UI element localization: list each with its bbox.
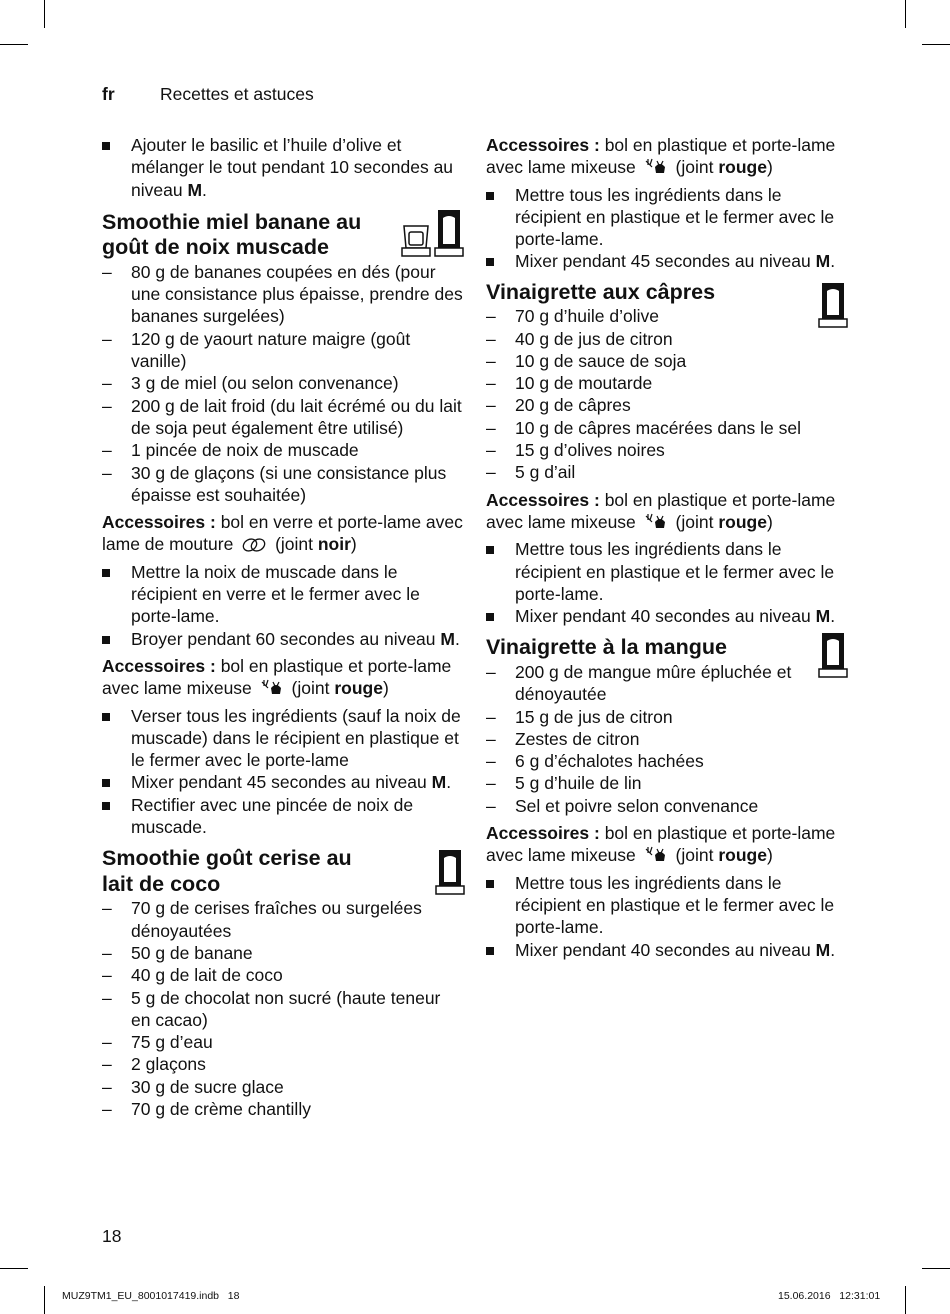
recipe-vinaigrette-mangue (486, 635, 842, 960)
list-item: – Zestes de citron (486, 728, 640, 749)
step-list (102, 705, 464, 839)
left-column (102, 134, 464, 1120)
mixing-blade-icon (644, 845, 668, 863)
recipe-title: Smoothie miel banane au goût de noix muscade (102, 209, 362, 260)
page-number: 18 (102, 1226, 122, 1246)
list-item: – 15 g d’olives noires (486, 440, 665, 461)
right-column (486, 134, 842, 961)
accessories-note: Accessoires : bol en verre et porte-lame avec lame de mouture (joint noir) (102, 512, 463, 555)
list-item: – 40 g de lait de coco (102, 965, 283, 986)
step-item: Ajouter le basilic et l’huile d’olive et mélanger le tout pendant 10 secondes au niveau M. (102, 134, 464, 201)
recipe-vinaigrette-capres (486, 280, 842, 628)
accessories-note: Accessoires : bol en plastique et porte-lame avec lame mixeuse (joint rouge) (102, 655, 452, 699)
list-item: – 75 g d’eau (102, 1032, 213, 1053)
step-item: Mixer pendant 45 secondes au niveau M. (486, 250, 842, 272)
list-item: – 2 glaçons (102, 1054, 206, 1075)
list-item: – 30 g de sucre glace (102, 1076, 284, 1097)
crop-mark (44, 1286, 45, 1314)
step-item: Mettre tous les ingrédients dans le récipient en plastique et le fermer avec le porte-lame. (486, 184, 842, 251)
list-item: – 80 g de bananes coupées en dés (pour une consistance plus épaisse, prendre des bananes surgelées) (102, 261, 463, 327)
recipe-title: Vinaigrette aux câpres (486, 279, 716, 304)
print-file-info: MUZ9TM1_EU_8001017419.indb 18 (62, 1290, 240, 1302)
step-item: Mixer pendant 45 secondes au niveau M. (102, 771, 464, 793)
step-item: Broyer pendant 60 secondes au niveau M. (102, 628, 464, 650)
list-item: – 30 g de glaçons (si une consistance plus épaisse est souhaitée) (102, 462, 447, 505)
crop-mark (0, 1268, 28, 1269)
list-item: – 5 g d’huile de lin (486, 773, 642, 794)
accessories-note: Accessoires : bol en plastique et porte-lame avec lame mixeuse (joint rouge) (486, 823, 836, 866)
list-item: – Sel et poivre selon convenance (486, 795, 759, 816)
list-item: – 70 g de cerises fraîches ou surgelées dénoyautées (102, 898, 422, 941)
list-item: – 40 g de jus de citron (486, 328, 673, 349)
list-item: – 10 g de sauce de soja (486, 350, 687, 371)
recipe-smoothie-cerise (102, 846, 464, 1120)
mixing-blade-icon (644, 512, 668, 530)
crop-mark (905, 1286, 906, 1314)
recipe-smoothie-banane (102, 210, 464, 838)
step-item: Mettre tous les ingrédients dans le récipient en plastique et le fermer avec le porte-lame. (486, 872, 842, 939)
list-item: – 200 g de lait froid (du lait écrémé ou du lait de soja peut également être utilisé) (102, 395, 462, 438)
list-item: – 10 g de moutarde (486, 373, 653, 394)
list-item: – 20 g de câpres (486, 395, 631, 416)
step-item: Mettre tous les ingrédients dans le récipient en plastique et le fermer avec le porte-lame. (486, 538, 842, 605)
blender-jar-icon (401, 208, 465, 258)
section-title: Recettes et astuces (160, 84, 314, 104)
list-item: – 70 g d’huile d’olive (486, 306, 659, 327)
step-item: Mettre la noix de muscade dans le récipient en verre et le fermer avec le porte-lame. (102, 561, 464, 628)
accessories-note: Accessoires : bol en plastique et porte-lame avec lame mixeuse (joint rouge) (486, 135, 836, 178)
list-item: – 1 pincée de noix de muscade (102, 440, 359, 461)
ingredient-list (486, 305, 842, 483)
step-item: Verser tous les ingrédients (sauf la noix de muscade) dans le récipient en plastique et le fermer avec le porte-lame (102, 705, 464, 772)
list-item: – 70 g de crème chantilly (102, 1098, 311, 1119)
mixing-blade-icon (644, 157, 668, 175)
crop-mark (44, 0, 45, 28)
list-item: – 50 g de banane (102, 942, 253, 963)
recipe-title: Vinaigrette à la mangue (486, 635, 727, 660)
blender-jar-icon (435, 848, 465, 896)
language-code: fr (102, 84, 115, 104)
ingredient-list (102, 897, 464, 1120)
list-item: – 3 g de miel (ou selon convenance) (102, 373, 399, 394)
step-list (102, 561, 464, 650)
step-item: Mixer pendant 40 secondes au niveau M. (486, 939, 842, 961)
recipe-title: Smoothie goût cerise au lait de coco (102, 846, 352, 896)
step-list (486, 184, 842, 273)
list-item: – 200 g de mangue mûre épluchée et dénoyautée (486, 661, 792, 705)
blender-jar-icon (818, 631, 848, 679)
list-item: – 120 g de yaourt nature maigre (goût vanille) (102, 328, 411, 372)
list-item: – 10 g de câpres macérées dans le sel (486, 417, 801, 438)
crop-mark (922, 44, 950, 45)
step-item: Mixer pendant 40 secondes au niveau M. (486, 605, 842, 627)
running-header (102, 84, 314, 105)
crop-mark (905, 0, 906, 28)
list-item: – 5 g d’ail (486, 462, 576, 483)
crop-mark (0, 44, 28, 45)
grinding-blade-icon (241, 538, 267, 552)
step-list (486, 538, 842, 627)
list-item: – 15 g de jus de citron (486, 706, 673, 727)
list-item: – 6 g d’échalotes hachées (486, 751, 704, 772)
ingredient-list (102, 261, 464, 506)
ingredient-list (486, 661, 842, 817)
crop-mark (922, 1268, 950, 1269)
step-item: Rectifier avec une pincée de noix de muscade. (102, 794, 464, 839)
mixing-blade-icon (260, 678, 284, 696)
print-datetime: 15.06.2016 12:31:01 (778, 1290, 881, 1302)
list-item: – 5 g de chocolat non sucré (haute teneur en cacao) (102, 987, 441, 1030)
accessories-note: Accessoires : bol en plastique et porte-lame avec lame mixeuse (joint rouge) (486, 489, 836, 532)
step-list (486, 872, 842, 961)
